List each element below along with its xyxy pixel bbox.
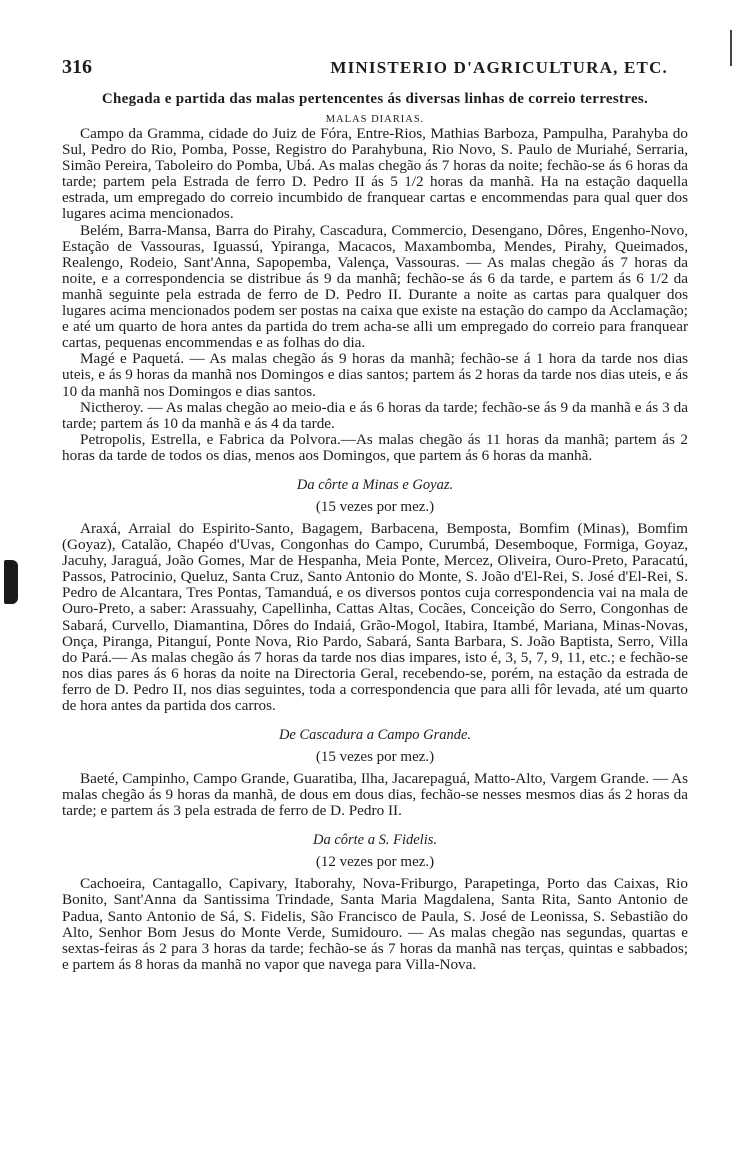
section-title: Da côrte a S. Fidelis. (312, 832, 438, 849)
main-heading: Chegada e partida das malas pertencentes ás diversas linhas de correio terrestres. (101, 91, 649, 107)
section-minas-goyaz (62, 477, 688, 714)
page-number: 316 (62, 56, 92, 78)
document-page (62, 56, 688, 973)
paragraph: Araxá, Arraial do Espirito-Santo, Bagagem, Barbacena, Bemposta, Bomfim (Minas), Bomfim (Goyaz), Catalão, Chapéo d'Uvas, Congonhas do Campo, Curumbá, Desemboque, Formiga, Goyaz, Jacuhy, Jaraguá, João Gomes, Mar de Hespanha, Meia Ponte, Mercez, Oliveira, Ouro-Preto, Paracatú, Passos, Patrocinio, Queluz, Santa Cruz, Santo Antonio do Monte, S. João d'El-Rei, S. José d'El-Rei, S. Pedro de Alcantara, Tres Pontas, Tamanduá, e os diversos pontos cuja correspondencia vai na mala de Ouro-Preto, a saber: Arassuahy, Capellinha, Cattas Altas, Cocães, Conceição do Serro, Congonhas de Sabará, Curvello, Diamantina, Dôres do Indaiá, Grão-Mogol, Itabira, Itambé, Mariana, Minas-Novas, Onça, Piranga, Pitanguí, Ponte Nova, Rio Pardo, Sabará, Santa Barbara, S. João Baptista, Serro, Villa do Pará.— As malas chegão ás 7 horas da tarde nos dias impares, isto é, 3, 5, 7, 9, 11, etc.; e fechão-se nos dias pares ás 6 horas da noite na Directoria Geral, recebendo-se, porém, na estação da estrada de ferro de D. Pedro II, nos dias seguintes, toda a correspondencia que para alli fôr levada, até um quarto de hora antes da partida dos carros. (62, 519, 688, 714)
section-frequency: (12 vezes por mez.) (315, 854, 435, 871)
running-title: MINISTERIO D'AGRICULTURA, ETC. (330, 58, 668, 77)
running-header (62, 56, 688, 82)
section-corte-s-fidelis (62, 832, 688, 973)
section-title: Da côrte a Minas e Goyaz. (296, 476, 454, 493)
paragraph: Petropolis, Estrella, e Fabrica da Polvora.—As malas chegão ás 11 horas da manhã; partem ás 2 horas da tarde de todos os dias, menos aos Domingos, que partem ás 6 horas da manhã. (62, 430, 688, 464)
section-cascadura-campo-grande (62, 727, 688, 819)
paragraph: Nictheroy. — As malas chegão ao meio-dia e ás 6 horas da tarde; fechão-se ás 9 da manhã e ás 3 da tarde; partem ás 10 da manhã e ás 4 da tarde. (62, 398, 688, 432)
paragraph: Magé e Paquetá. — As malas chegão ás 9 horas da manhã; fechão-se á 1 hora da tarde nos dias uteis, e ás 9 horas da manhã nos Domingos e dias santos; partem ás 2 horas da tarde nos dias uteis, e ás 10 da manhã nos Domingos e dias santos. (62, 350, 688, 400)
section-frequency: (15 vezes por mez.) (315, 498, 435, 515)
daily-mails-heading: MALAS DIARIAS. (325, 114, 425, 125)
paragraph: Cachoeira, Cantagallo, Capivary, Itaborahy, Nova-Friburgo, Parapetinga, Porto das Caixas, Rio Bonito, Sant'Anna da Santissima Trindade, Santa Maria Magdalena, Santa Rita, Santo Antonio de Padua, Santo Antonio de Sá, S. Fidelis, São Francisco de Paula, S. José de Leonissa, S. Sebastião do Alto, Senhor Bom Jesus do Monte Verde, Sumidouro. — As malas chegão nas segundas, quartas e sextas-feiras ás 2 para 3 horas da tarde; fechão-se ás 7 horas da manhã nas terças, quintas e sabbados; e partem ás 8 horas da manhã no vapor que navega para Villa-Nova. (62, 875, 688, 973)
section-title: De Cascadura a Campo Grande. (278, 727, 472, 744)
page-edge-ink-mark (4, 560, 18, 604)
paragraph: Baeté, Campinho, Campo Grande, Guaratiba, Ilha, Jacarepaguá, Matto-Alto, Vargem Grande. — As malas chegão ás 9 horas da manhã, de dous em dous dias, fechão-se nesses mesmos dias ás 2 horas da tarde; e partem ás 3 pela estrada de ferro de D. Pedro II. (62, 770, 688, 820)
paragraph: Belém, Barra-Mansa, Barra do Pirahy, Cascadura, Commercio, Desengano, Dôres, Engenho-Novo, Estação de Vassouras, Iguassú, Ypiranga, Macacos, Maxambomba, Mendes, Pirahy, Queimados, Realengo, Rodeio, Sant'Anna, Sapopemba, Valença, Vassouras. — As malas chegão ás 7 horas da noite, e a correspondencia se distribue ás 9 da manhã; fechão-se ás 6 da tarde, e partem ás 6 1/2 da manhã seguinte pela estrada de ferro de D. Pedro II. Durante a noite as cartas para qualquer dos lugares acima mencionados podem ser postas na caixa que existe na estação do campo da Acclamação; e até um quarto de hora antes da partida do trem acha-se alli um empregado do correio para franquear cartas, pequenas encommendas e as folhas do dia. (62, 221, 688, 352)
section-frequency: (15 vezes por mez.) (315, 749, 435, 766)
page-edge-line (730, 30, 732, 66)
daily-mails-section (62, 126, 688, 464)
paragraph: Campo da Gramma, cidade do Juiz de Fóra, Entre-Rios, Mathias Barboza, Pampulha, Parahyba do Sul, Pedro do Rio, Pomba, Posse, Registro do Parahybuna, Rio Novo, S. Paulo de Muriahé, Serraria, Simão Pereira, Taboleiro do Pomba, Ubá. As malas chegão ás 7 horas da noite; fechão-se ás 6 horas da tarde; partem pela Estrada de ferro D. Pedro II ás 5 1/2 horas da manhã. Ha na estação daquella estrada, um empregado do correio incumbido de franquear cartas e encommendas para qual quer dos lugares acima mencionados. (62, 125, 688, 223)
